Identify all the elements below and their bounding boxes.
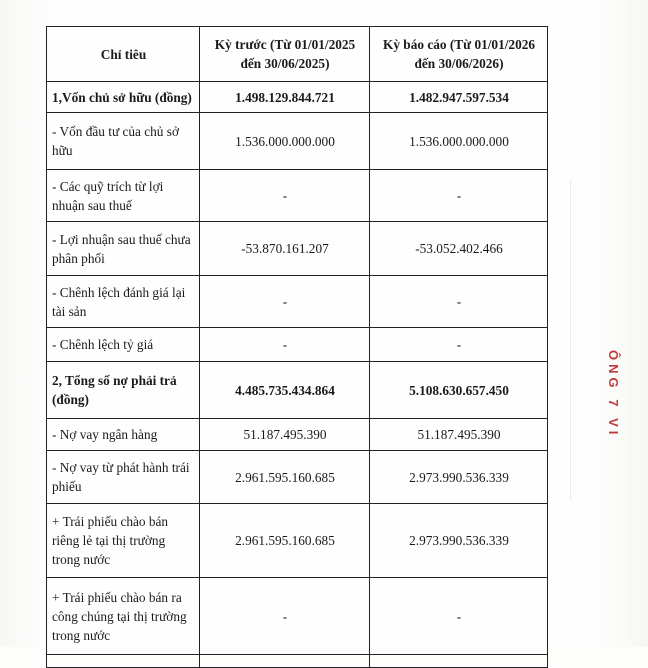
- table-row: [47, 113, 548, 170]
- row-previous-value: -: [200, 328, 370, 362]
- table-row: [47, 276, 548, 328]
- table-row-truncated: [47, 655, 548, 668]
- table-row: [47, 170, 548, 222]
- row-label: - Chênh lệch tỷ giá: [47, 328, 200, 362]
- row-previous-value: -: [200, 578, 370, 655]
- header-indicator: Chỉ tiêu: [47, 27, 200, 82]
- row-current-value: 2.973.990.536.339: [370, 451, 548, 504]
- row-previous-value: 2.961.595.160.685: [200, 451, 370, 504]
- row-previous-value: 1.536.000.000.000: [200, 113, 370, 170]
- row-label: - Lợi nhuận sau thuế chưa phân phối: [47, 222, 200, 276]
- table-row: [47, 362, 548, 419]
- table-row: [47, 328, 548, 362]
- row-label: 1,Vốn chủ sở hữu (đồng): [47, 82, 200, 113]
- table-row: [47, 504, 548, 578]
- table-row: [47, 222, 548, 276]
- row-current-value: -53.052.402.466: [370, 222, 548, 276]
- row-previous-value: 2.961.595.160.685: [200, 504, 370, 578]
- page-fold-shadow: [570, 180, 571, 500]
- row-current-value: 5.108.630.657.450: [370, 362, 548, 419]
- row-current-value: 1.536.000.000.000: [370, 113, 548, 170]
- row-label: - Các quỹ trích từ lợi nhuận sau thuế: [47, 170, 200, 222]
- row-current-value: 1.482.947.597.534: [370, 82, 548, 113]
- table-header-row: [47, 27, 548, 82]
- header-previous-period: Kỳ trước (Từ 01/01/2025 đến 30/06/2025): [200, 27, 370, 82]
- table-row: [47, 82, 548, 113]
- table-row: [47, 419, 548, 451]
- table-row: [47, 451, 548, 504]
- header-reporting-period: Kỳ báo cáo (Từ 01/01/2026 đến 30/06/2026): [370, 27, 548, 82]
- row-label: - Vốn đầu tư của chủ sở hữu: [47, 113, 200, 170]
- row-current-value: -: [370, 276, 548, 328]
- red-stamp-fragment: [601, 350, 623, 468]
- row-previous-value: 4.485.735.434.864: [200, 362, 370, 419]
- row-label: + Trái phiếu chào bán ra công chúng tại thị trường trong nước: [47, 578, 200, 655]
- row-current-value: -: [370, 578, 548, 655]
- row-previous-value: 51.187.495.390: [200, 419, 370, 451]
- table-row: [47, 578, 548, 655]
- row-previous-value: 1.498.129.844.721: [200, 82, 370, 113]
- row-current-value: 51.187.495.390: [370, 419, 548, 451]
- row-label: 2, Tổng số nợ phải trả (đồng): [47, 362, 200, 419]
- row-label: - Nợ vay ngân hàng: [47, 419, 200, 451]
- row-current-value: 2.973.990.536.339: [370, 504, 548, 578]
- row-previous-value: -: [200, 170, 370, 222]
- row-label: + Trái phiếu chào bán riêng lẻ tại thị trường trong nước: [47, 504, 200, 578]
- report-table: [46, 26, 548, 668]
- row-current-value: -: [370, 328, 548, 362]
- row-current-value: -: [370, 170, 548, 222]
- row-previous-value: -: [200, 276, 370, 328]
- row-label: - Chênh lệch đánh giá lại tài sản: [47, 276, 200, 328]
- row-label: - Nợ vay từ phát hành trái phiếu: [47, 451, 200, 504]
- stamp-text: ÔNG 7 VI: [606, 350, 621, 439]
- row-previous-value: -53.870.161.207: [200, 222, 370, 276]
